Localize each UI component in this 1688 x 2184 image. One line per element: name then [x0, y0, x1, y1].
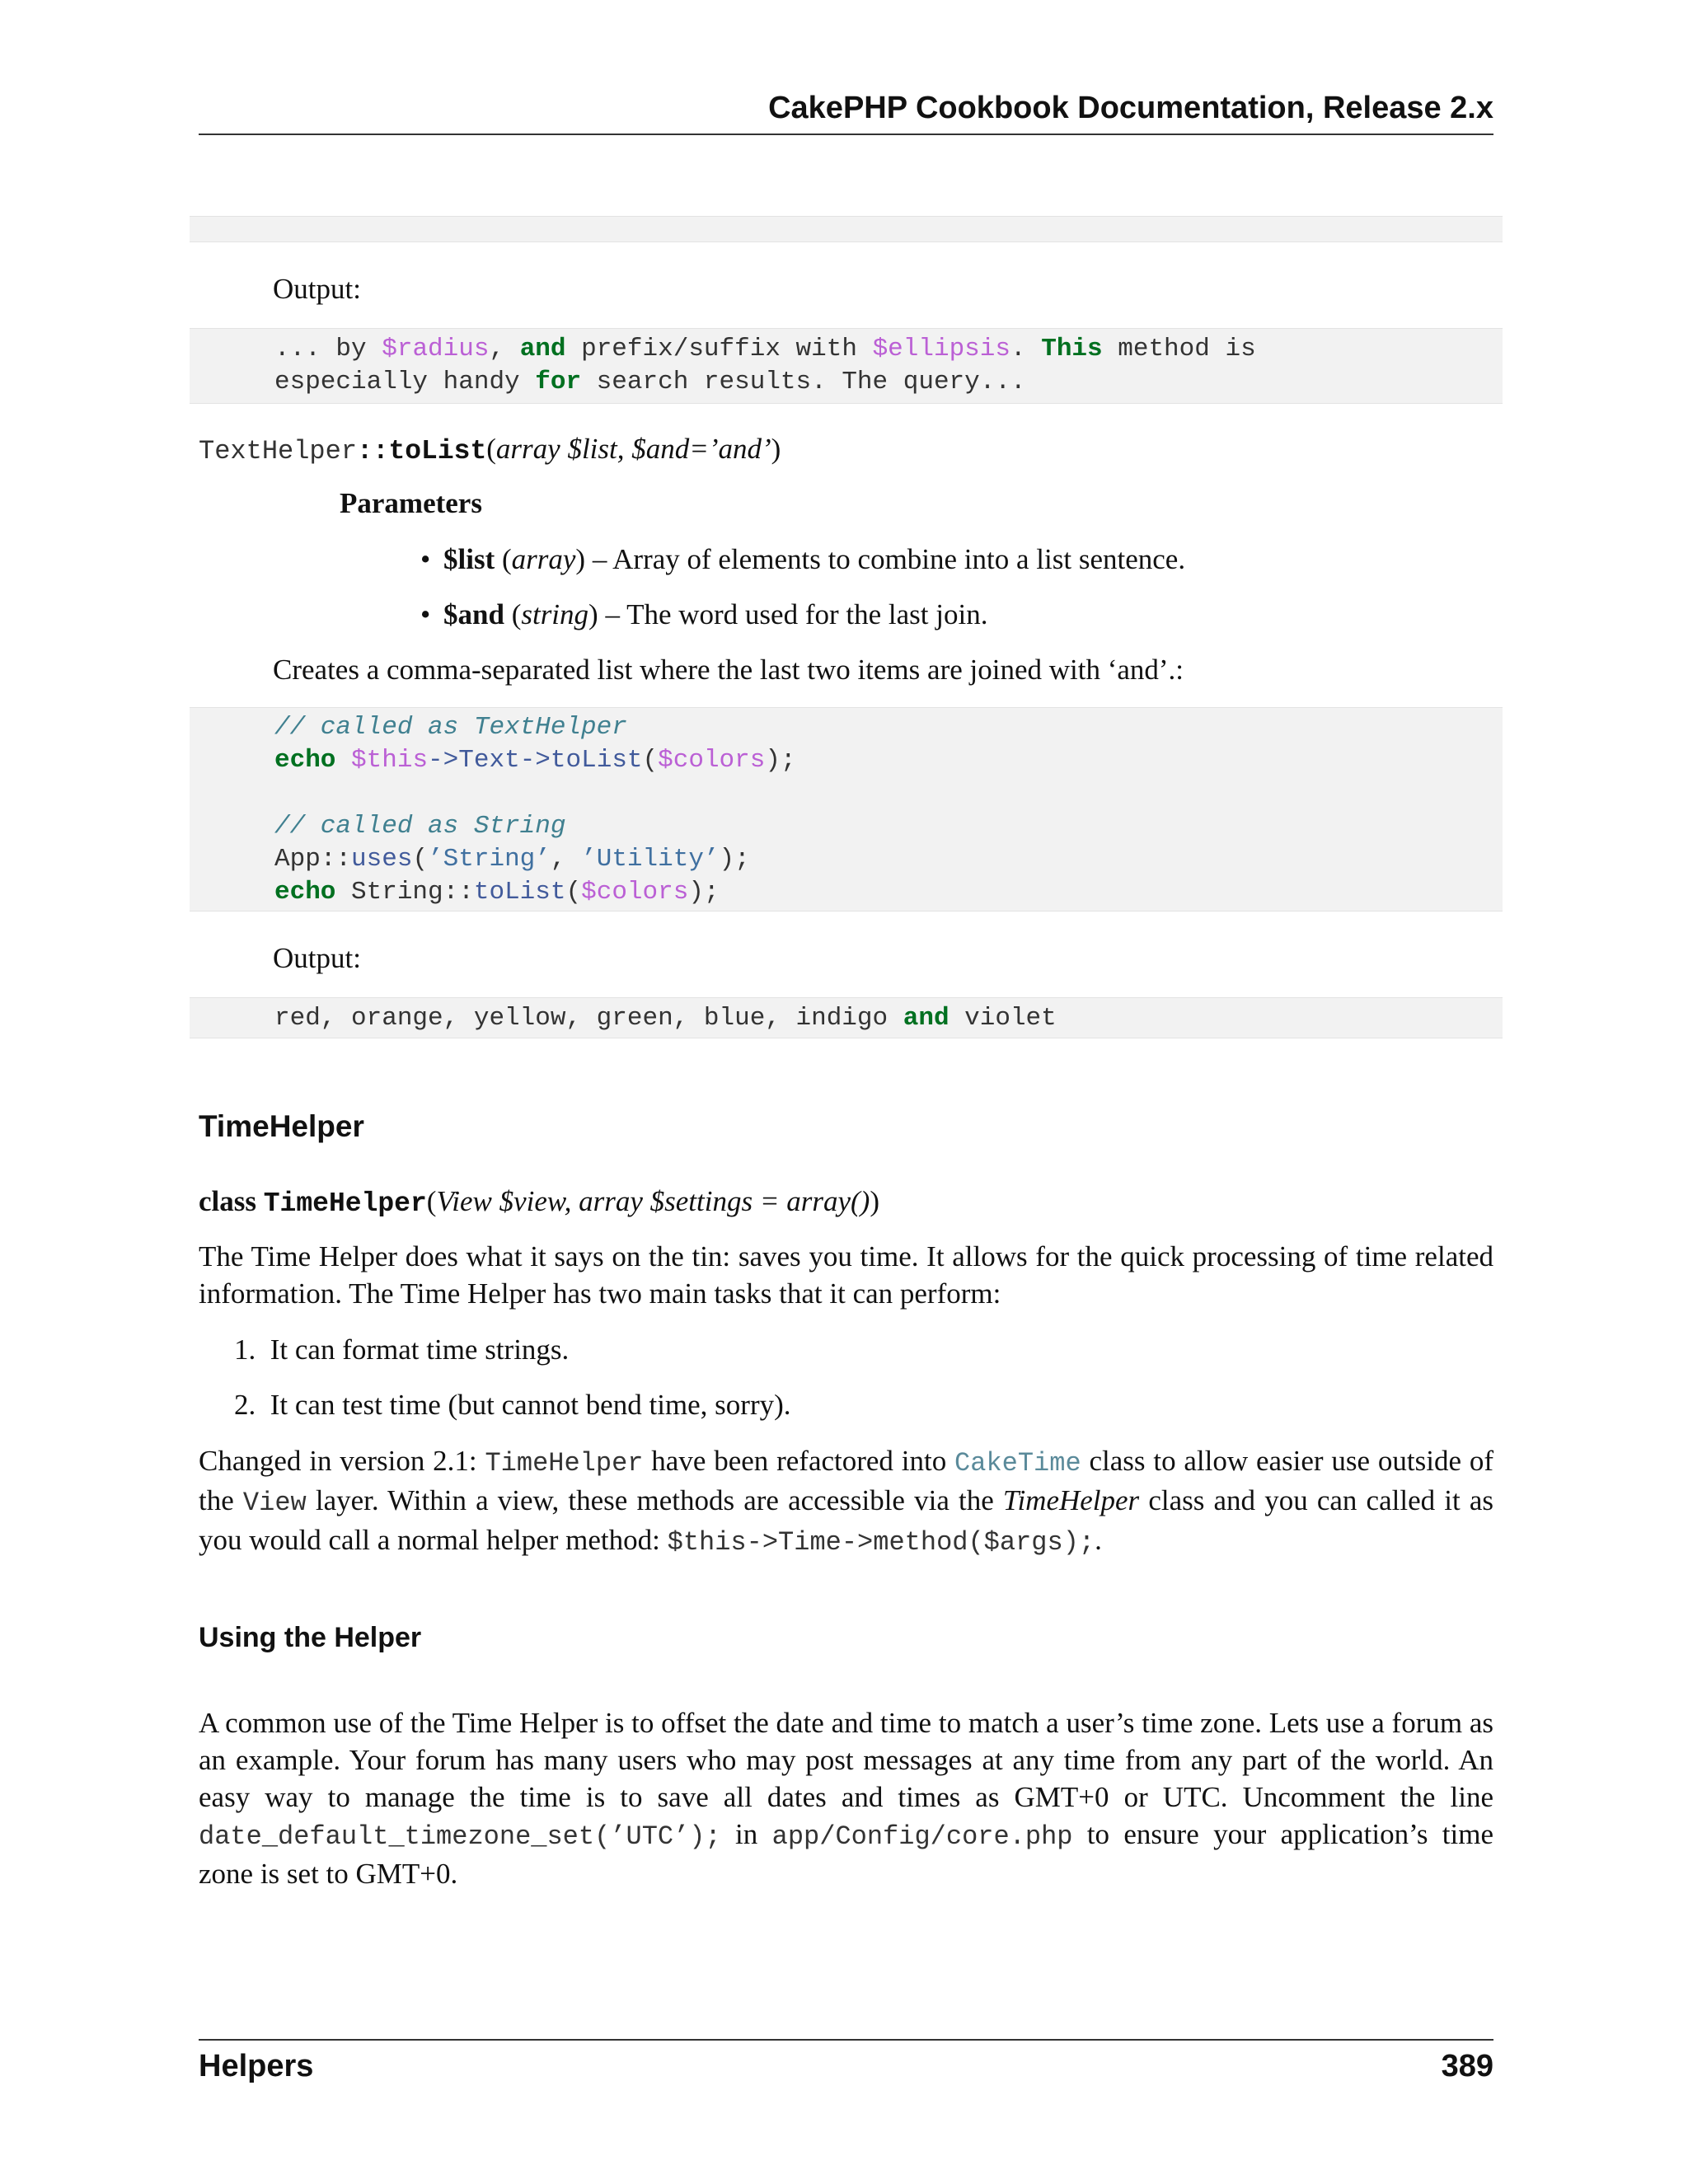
- output-label: Output:: [273, 273, 361, 305]
- signature-paren-open: (: [486, 433, 496, 465]
- tolist-description: Creates a comma-separated list where the last two items are joined with ‘and’.:: [273, 654, 1184, 686]
- code-block-tolist-output: red, orange, yellow, green, blue, indigo and violet: [190, 997, 1503, 1038]
- signature-class: TextHelper: [199, 436, 358, 466]
- section-heading-timehelper: TimeHelper: [199, 1109, 364, 1143]
- signature-method: toList: [388, 436, 487, 466]
- param-item-and: • $and (string) – The word used for the last join.: [420, 596, 987, 633]
- code-line: ... by $radius, and prefix/suffix with $ellipsis. This method is: [274, 335, 1256, 363]
- method-signature-tolist: [199, 430, 781, 470]
- footer-rule: [199, 2039, 1493, 2041]
- section-heading-using-the-helper: Using the Helper: [199, 1622, 422, 1653]
- signature-separator: ::: [357, 436, 389, 466]
- version-note: Changed in version 2.1: TimeHelper have been refactored into CakeTime class to allow easier use outside of the View layer. Within a view, these methods are accessible via the TimeHelper class and you can called it as you would call a normal helper method: $this->Time->method($args);.: [199, 1445, 1493, 1558]
- header-rule: [199, 134, 1493, 135]
- timehelper-intro: The Time Helper does what it says on the tin: saves you time. It allows for the quick processing of time related information. The Time Helper has two main tasks that it can perform:: [199, 1240, 1493, 1310]
- bullet: •: [420, 598, 431, 630]
- footer-section: Helpers: [199, 2049, 314, 2083]
- task-item: 2. It can test time (but cannot bend time, sorry).: [234, 1389, 791, 1421]
- code-line: especially handy for search results. The query...: [274, 368, 1026, 396]
- link-caketime[interactable]: CakeTime: [954, 1448, 1081, 1479]
- signature-paren-close: ): [771, 433, 781, 465]
- code-block-tolist: // called as TextHelper echo $this->Text->toList($colors); // called as String App::uses(’String’, ’Utility’); echo String::toList($colors);: [190, 707, 1503, 912]
- running-header: CakePHP Cookbook Documentation, Release 2.x: [768, 91, 1493, 125]
- param-item-list: • $list (array) – Array of elements to combine into a list sentence.: [420, 541, 1185, 578]
- using-paragraph: A common use of the Time Helper is to offset the date and time to match a user’s time zone. Lets use a forum as an example. Your forum has many users who may post messages at any time from any part of the world. An easy way to manage the time is to save all dates and times as GMT+0 or UTC. Uncomment the line date_default_timezone_set(’UTC’); in app/Config/core.php to ensure your application’s time zone is set to GMT+0.: [199, 1707, 1493, 1890]
- parameters-title: Parameters: [340, 487, 482, 519]
- code-block-empty: [190, 216, 1503, 242]
- bullet: •: [420, 543, 431, 575]
- page-number: 389: [1441, 2049, 1493, 2083]
- class-signature-timehelper: class TimeHelper(View $view, array $settings = array()): [199, 1185, 879, 1219]
- output-label: Output:: [273, 942, 361, 974]
- code-block-excerpt-output: [190, 328, 1503, 404]
- signature-params: array $list, $and=’and’: [495, 433, 771, 465]
- task-item: 1. It can format time strings.: [234, 1333, 570, 1366]
